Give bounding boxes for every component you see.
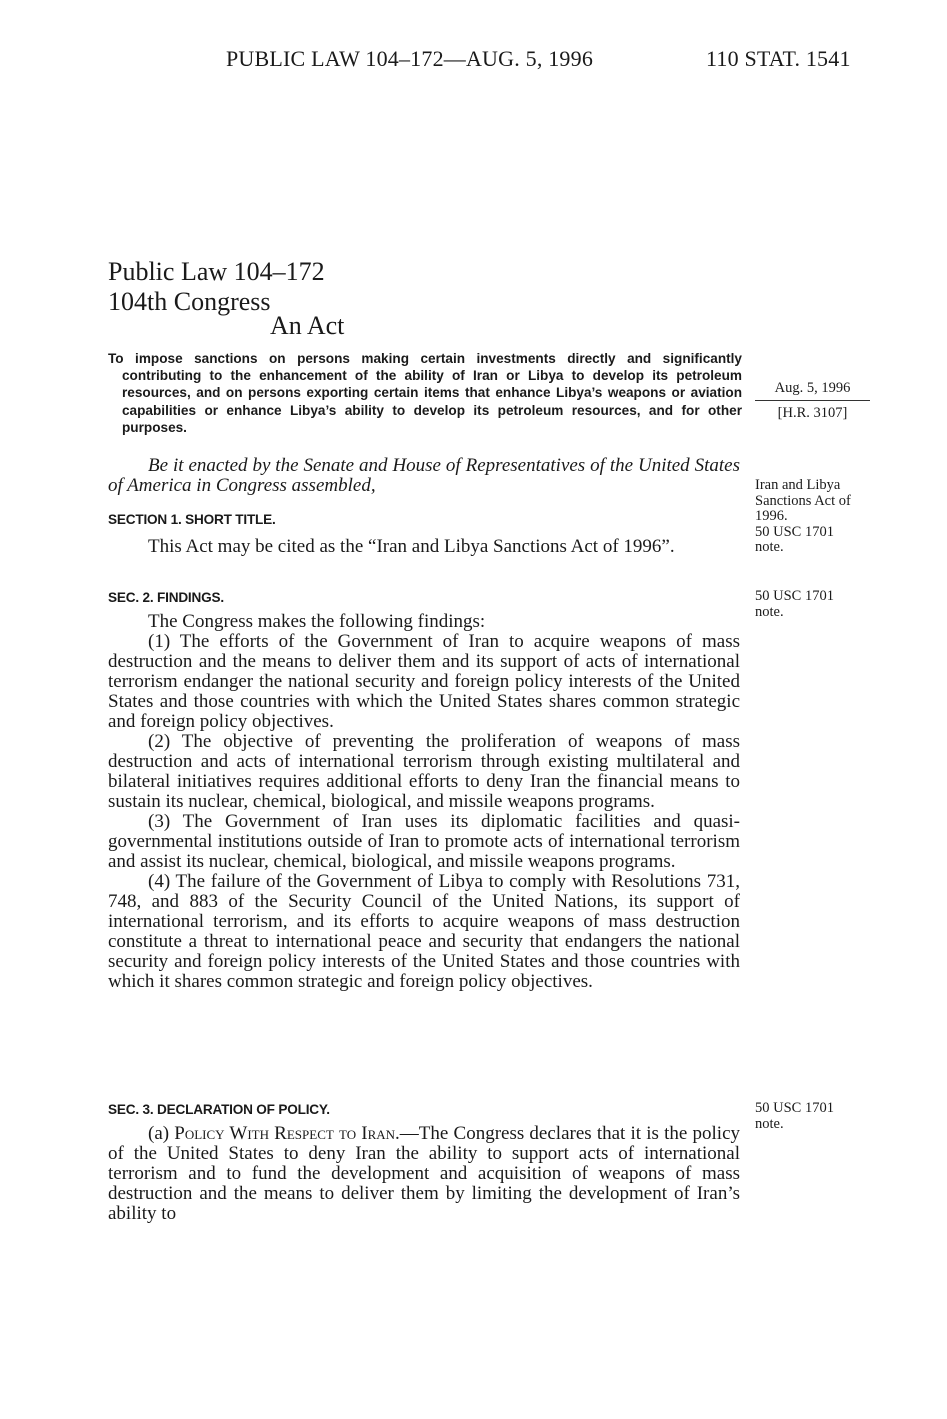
margin-note-line: 50 USC 1701 [755, 523, 834, 540]
finding-paragraph: (1) The efforts of the Government of Iran to acquire weapons of mass destruction and the means to deliver them and its support of acts of international terrorism endanger the national security and foreign policy interests of the United States and those countries with which the United States shares common strategic and foreign policy objectives. [108, 631, 740, 732]
margin-note-line: note. [755, 539, 784, 555]
margin-note-line: note. [755, 603, 784, 620]
enactment-date: Aug. 5, 1996 [755, 380, 870, 401]
margin-note-line: Sanctions Act of [755, 492, 851, 509]
margin-enactment-info [755, 380, 870, 422]
finding-paragraph: (3) The Government of Iran uses its diplomatic facilities and quasi-governmental institutions outside of Iran to promote acts of international terrorism and assist its nuclear, chemical, biological, and missile weapons programs. [108, 811, 740, 872]
subsection-label: (a) [148, 1123, 175, 1144]
margin-note-line: note. [755, 1115, 784, 1132]
margin-note-line: Iran and Libya [755, 477, 841, 493]
margin-note-short-title [755, 478, 895, 556]
section-3-heading: SEC. 3. DECLARATION OF POLICY. [108, 1102, 330, 1117]
finding-paragraph: (4) The failure of the Government of Libya to comply with Resolutions 731, 748, and 883 of the Security Council of the United Nations, its support of international terrorism, and its efforts to acquire weapons of mass destruction constitute a threat to international peace and security that endangers the national security and foreign policy interests of the United States and those countries with which it shares common strategic and foreign policy objectives. [108, 871, 740, 992]
public-law-number: Public Law 104–172 [108, 257, 325, 286]
section-2-body [108, 612, 740, 992]
purpose-statement: To impose sanctions on persons making certain investments directly and significantly contributing to the enhancement of the ability of Iran or Libya to develop its petroleum resources, and on persons exporting certain items that enhance Libya’s weapons or aviation capabilities or enhance Libya’s ability to develop its petroleum resources, and for other purposes. [108, 351, 742, 435]
margin-note-policy [755, 1101, 895, 1132]
law-identification [108, 257, 325, 317]
margin-note-line: 1996. [755, 508, 788, 524]
margin-note-findings [755, 589, 895, 620]
margin-note-line: 50 USC 1701 [755, 1100, 834, 1116]
congress-number: 104th Congress [108, 287, 271, 316]
section-2-heading: SEC. 2. FINDINGS. [108, 590, 224, 605]
findings-intro: The Congress makes the following findings: [148, 611, 486, 632]
act-title: An Act [270, 311, 345, 340]
bill-number: [H.R. 3107] [777, 405, 848, 421]
subsection-heading: Policy With Respect to Iran. [174, 1123, 400, 1144]
header-statute-page: 110 STAT. 1541 [706, 46, 851, 71]
section-1-text: This Act may be cited as the “Iran and Libya Sanctions Act of 1996”. [148, 536, 675, 557]
finding-paragraph: (2) The objective of preventing the proliferation of weapons of mass destruction and acts of international terrorism through existing multilateral and bilateral initiatives requires additional efforts to deny Iran the financial means to sustain its nuclear, chemical, biological, and missile weapons programs. [108, 731, 740, 812]
header-law-citation: PUBLIC LAW 104–172—AUG. 5, 1996 [226, 46, 594, 71]
enacting-clause: Be it enacted by the Senate and House of Representatives of the United States of America in Congress assembled, [108, 455, 740, 496]
margin-note-line: 50 USC 1701 [755, 588, 834, 604]
subsection-text: —The Congress declares that it is the policy of the United States to deny Iran the ability to support acts of international terrorism and to fund the development and acquisition of weapons of mass destruction and the means to deliver them by limiting the development of Iran’s ability to [108, 1123, 740, 1224]
section-1-heading: SECTION 1. SHORT TITLE. [108, 512, 276, 527]
section-3-text [108, 1124, 740, 1224]
